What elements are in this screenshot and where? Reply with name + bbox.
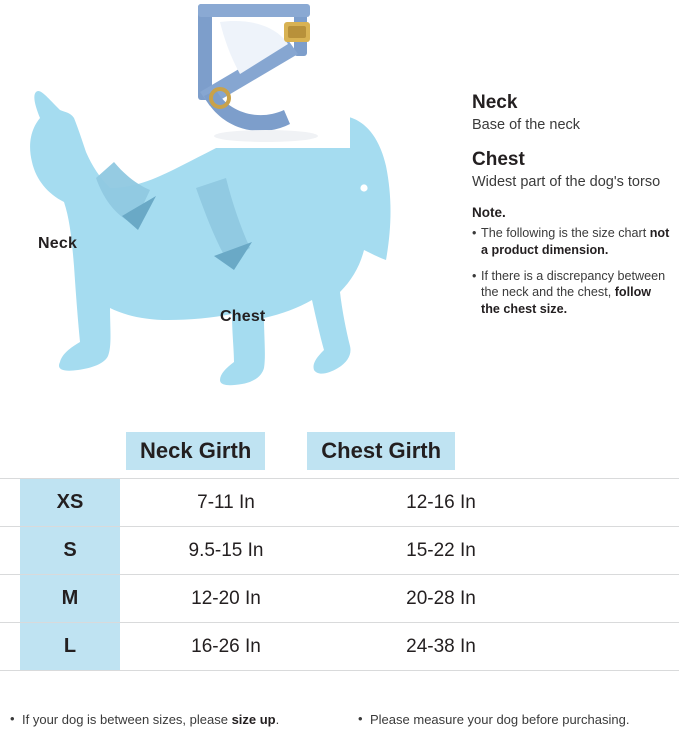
- footer-note-1-post: .: [275, 712, 280, 727]
- note-bullet-1-bold: not a product dimension.: [481, 226, 670, 257]
- definition-term-neck: Neck: [472, 92, 518, 113]
- footer-notes: [0, 702, 679, 737]
- table-header-row: [0, 424, 679, 478]
- row-chest-m: 20-28 In: [406, 587, 476, 609]
- row-neck-s: 9.5-15 In: [188, 539, 264, 561]
- row-neck-l: 16-26 In: [191, 635, 261, 657]
- footer-note-1-pre: If your dog is between sizes, please: [22, 712, 232, 727]
- definition-desc-neck: Base of the neck: [472, 117, 581, 133]
- table-header-neck-girth: Neck Girth: [126, 432, 265, 470]
- footer-note-2-pre: Please measure your dog before purchasing.: [370, 712, 630, 727]
- row-neck-xs: 7-11 In: [197, 491, 255, 513]
- row-size-l: L: [20, 623, 120, 670]
- harness-photo-icon: [180, 0, 350, 148]
- definition-desc-chest: Widest part of the dog's torso: [472, 173, 661, 190]
- product-photo: [180, 0, 350, 148]
- note-bullet-2-bold: follow the chest size.: [481, 285, 652, 317]
- illustration-neck-label: Neck: [38, 235, 78, 252]
- row-size-m: M: [20, 575, 120, 622]
- table-row: [0, 478, 679, 526]
- row-chest-xs: 12-16 In: [406, 491, 476, 513]
- note-title: Note.: [472, 205, 506, 221]
- note-bullet-2: [472, 268, 672, 318]
- row-size-xs: XS: [20, 479, 120, 526]
- size-chart-table: [0, 424, 679, 671]
- table-row: [0, 622, 679, 671]
- row-chest-s: 15-22 In: [406, 539, 476, 561]
- footer-note-1: [8, 712, 352, 727]
- row-neck-m: 12-20 In: [191, 587, 261, 609]
- table-row: [0, 526, 679, 574]
- footer-note-2: [356, 712, 629, 727]
- row-size-s: S: [20, 527, 120, 574]
- definition-term-chest: Chest: [472, 148, 525, 170]
- row-chest-l: 24-38 In: [406, 635, 476, 657]
- footer-note-1-bold: size up: [231, 712, 276, 727]
- definitions-panel: [472, 92, 672, 327]
- illustration-chest-label: Chest: [220, 308, 266, 325]
- table-row: [0, 574, 679, 622]
- note-bullet-1-pre: The following is the size chart: [481, 226, 650, 241]
- table-header-chest-girth: Chest Girth: [307, 432, 455, 470]
- note-bullet-2-pre: If there is a discrepancy between the neck and the chest,: [481, 268, 666, 300]
- note-bullet-1: [472, 225, 672, 258]
